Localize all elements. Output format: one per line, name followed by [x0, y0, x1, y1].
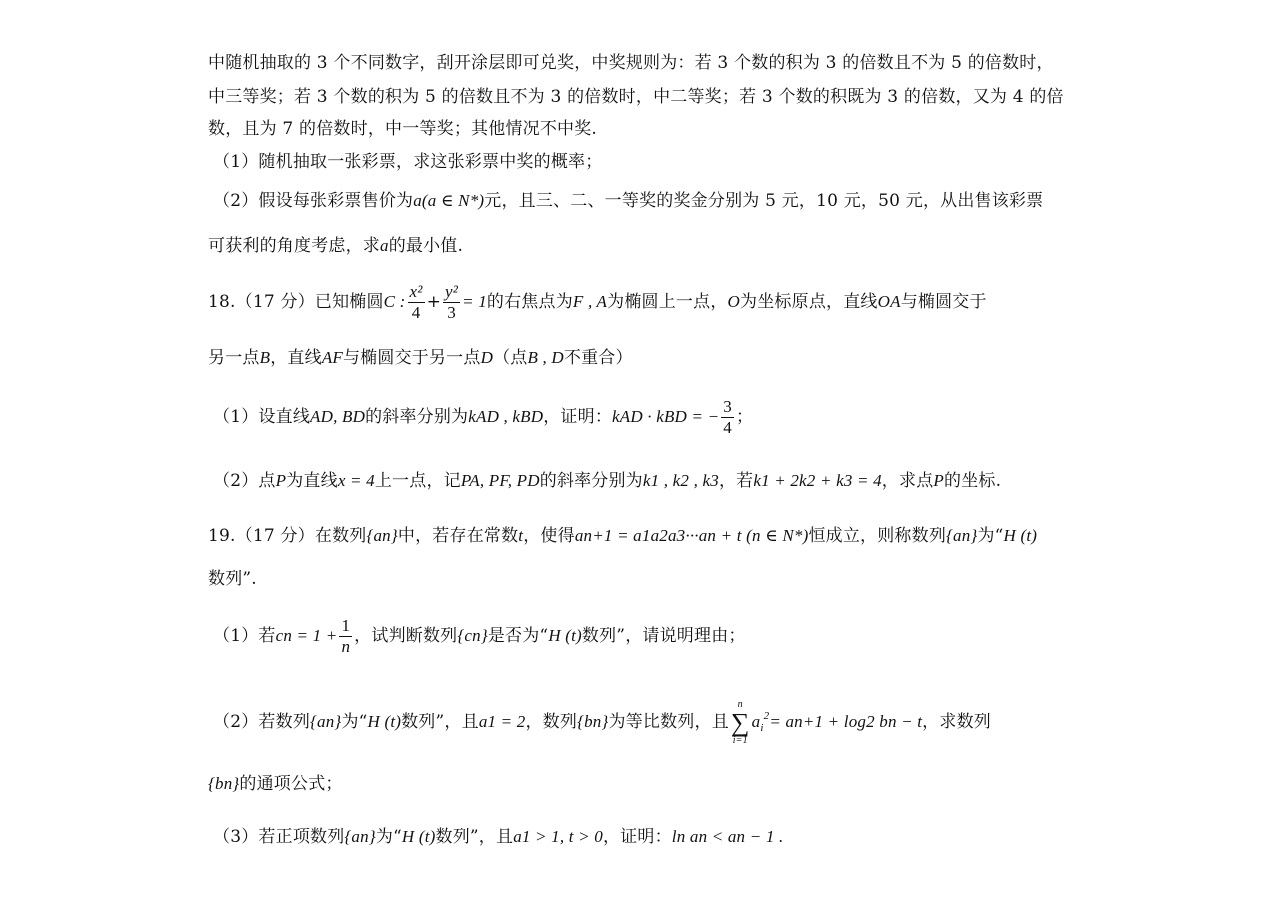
problem17-line-1: 中随机抽取的 3 个不同数字，刮开涂层即可兑奖，中奖规则为：若 3 个数的积为 3 的倍数且不为 5 的倍数时，: [208, 53, 1054, 73]
math-cn: {cn}: [457, 626, 488, 645]
frac-num: 1: [341, 616, 351, 635]
problem17-part2-cont: [208, 235, 1068, 257]
problem18-stem-cont: [208, 347, 1068, 369]
math-AF: AF: [321, 348, 343, 367]
text: ，证明：: [543, 407, 613, 427]
text: ，数列: [525, 712, 578, 732]
text: 数列”，且: [435, 827, 514, 847]
text: （2）点: [213, 471, 276, 491]
text: （2）假设每张彩票售价为: [213, 191, 414, 211]
text: （1）设直线: [213, 407, 311, 427]
math-an: {an}: [366, 526, 398, 545]
math-O: O: [727, 292, 741, 311]
text: 是否为“: [487, 626, 549, 646]
fraction-1-n: [339, 616, 352, 657]
text: ，试判断数列: [354, 626, 458, 646]
text: 与椭圆交于另一点: [342, 348, 481, 368]
problem18-part1: （1）设直线AD, BD的斜率分别为kAD , kBD，证明：kAD · kBD = − $\frac{3}{4}$ ；: [213, 397, 754, 437]
text: 18.（17 分）已知椭圆: [208, 292, 384, 312]
frac-num: 3: [723, 397, 732, 416]
problem19-stem: [208, 525, 1068, 547]
frac-den: n: [341, 637, 351, 656]
text: 与椭圆交于: [900, 292, 987, 312]
math-k123: k1 , k2 , k3: [642, 471, 719, 490]
text: 可获利的角度考虑，求: [208, 236, 380, 256]
text: 数列”，请说明理由；: [581, 626, 746, 646]
text: 上一点，记: [374, 471, 461, 491]
math-eq: = 1: [462, 292, 487, 311]
text: 19.（17 分）在数列: [208, 526, 367, 546]
math-C: C :: [383, 292, 406, 311]
math-bn: {bn}: [208, 774, 240, 793]
math-recurrence: an+1 = a1a2a3···an + t (n ∈ N*): [574, 526, 809, 545]
text: 为“: [977, 526, 1004, 546]
text: ，直线: [270, 348, 322, 368]
text: 的斜率分别为: [365, 407, 469, 427]
math-kprod: kAD · kBD = −: [612, 407, 720, 426]
math-a-in-N: a(a ∈ N*): [413, 191, 485, 210]
text: 为“: [341, 712, 368, 732]
text: 为“: [375, 827, 402, 847]
math-P: P: [933, 471, 944, 490]
text: （3）若正项数列: [213, 827, 345, 847]
text: （点: [493, 348, 528, 368]
sum-upper: n: [737, 698, 743, 710]
frac-num: y²: [445, 282, 459, 301]
text: 为坐标原点，直线: [740, 292, 878, 312]
math-ln-ineq: ln an < an − 1 .: [671, 827, 784, 846]
problem17-line-2: 中三等奖；若 3 个数的积为 5 的倍数且不为 3 的倍数时，中二等奖；若 3 个数的积既为 3 的倍数，又为 4 的倍: [208, 87, 1064, 107]
fraction-y2-3: [443, 282, 460, 323]
problem19-part1: [213, 614, 1073, 658]
math-Ht: H (t): [1003, 526, 1038, 545]
text: 元，且三、二、一等奖的奖金分别为 5 元，10 元，50 元，从出售该彩票: [484, 191, 1044, 211]
problem19-part2-cont: [208, 773, 1068, 795]
frac-den: 3: [447, 303, 456, 322]
math-B: B: [259, 348, 271, 367]
math-Ht: H (t): [367, 712, 402, 731]
text: ，求点: [881, 471, 934, 491]
math-sum-expr: = an+1 + log2 bn − t: [769, 712, 923, 731]
math-PA-PF-PD: PA, PF, PD: [460, 471, 540, 490]
text: 的通项公式；: [239, 774, 343, 794]
problem18-stem: 18.（17 分）已知椭圆C : $\frac{\text{x²}}{4}$ + $\frac{\text{y²}}{3}$ = 1的右焦点为F , A为椭圆上一点，O为坐标原点，直线OA与椭圆交于: [208, 282, 987, 322]
problem19-stem-cont: 数列”.: [208, 569, 257, 589]
math-a: a: [380, 236, 389, 255]
text: 为直线: [286, 471, 338, 491]
problem18-part2: [213, 470, 1073, 492]
fraction-x2-4: [408, 282, 425, 323]
text: 数列”，且: [401, 712, 479, 732]
math-ksum: k1 + 2k2 + k3 = 4: [753, 471, 882, 490]
math-OA: OA: [877, 292, 901, 311]
problem17-line-3: 数，且为 7 的倍数时，中一等奖；其他情况不中奖.: [208, 119, 598, 139]
math-D: D: [480, 348, 494, 367]
frac-num: x²: [409, 282, 423, 301]
text: ，证明：: [602, 827, 672, 847]
text: 的右焦点为: [486, 292, 573, 312]
problem19-part2: （2）若数列{an}为“H (t)数列”，且a1 = 2，数列{bn}为等比数列，且 n ∑ i=1 $a_i^2= an+1 + \log 2$ bn − t，求数列: [213, 698, 991, 746]
math-an: {an}: [344, 827, 376, 846]
text: 为等比数列，且: [608, 712, 729, 732]
text: 为椭圆上一点，: [607, 292, 728, 312]
math-an: {an}: [310, 712, 342, 731]
text: 的最小值.: [388, 236, 464, 256]
frac-den: 4: [723, 418, 732, 437]
problem17-part2: [213, 190, 1073, 212]
math-cn-def: cn = 1 +: [275, 626, 338, 645]
math-P: P: [275, 471, 287, 490]
math-t: t: [518, 526, 524, 545]
math-AD-BD: AD, BD: [310, 407, 366, 426]
frac-den: 4: [411, 303, 421, 322]
math-Ht: H (t): [548, 626, 582, 645]
fraction-3-4: [721, 397, 734, 438]
math-an: {an}: [946, 526, 978, 545]
math-FA: F , A: [572, 292, 608, 311]
text: ，使得: [523, 526, 575, 546]
summation-sign: n ∑ i=1: [730, 698, 750, 746]
math-x4: x = 4: [337, 471, 375, 490]
text: 的坐标.: [944, 471, 1002, 491]
math-kAD-kBD: kAD , kBD: [468, 407, 544, 426]
text: ，若: [718, 471, 754, 491]
math-BD: B , D: [527, 348, 564, 367]
math-a1-2: a1 = 2: [478, 712, 526, 731]
text: 另一点: [208, 348, 260, 368]
problem19-part3: [213, 826, 1073, 848]
text: 不重合）: [563, 348, 633, 368]
text: ，求数列: [922, 712, 991, 732]
text: （1）若: [213, 626, 276, 646]
math-Ht: H (t): [401, 827, 436, 846]
text: 的斜率分别为: [539, 471, 643, 491]
text: 中，若存在常数: [397, 526, 519, 546]
math-a1-t: a1 > 1, t > 0: [513, 827, 603, 846]
math-bn: {bn}: [577, 712, 609, 731]
problem17-part1: （1）随机抽取一张彩票，求这张彩票中奖的概率；: [213, 152, 603, 172]
text: 恒成立，则称数列: [808, 526, 947, 546]
text: （2）若数列: [213, 712, 311, 732]
